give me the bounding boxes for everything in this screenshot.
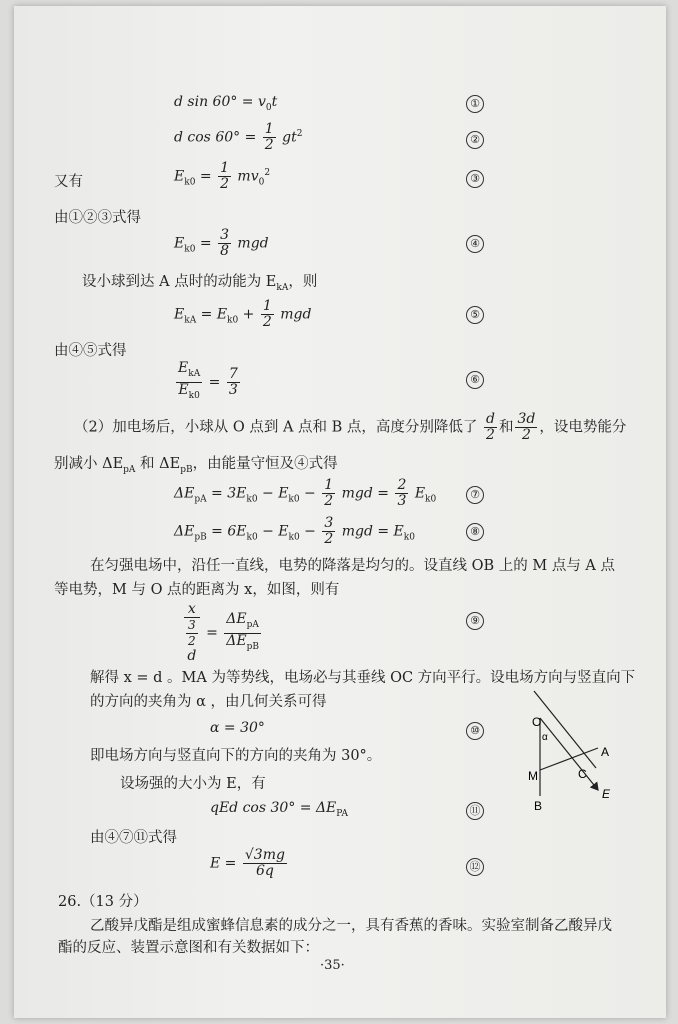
text-fangxiang: 的方向的夹角为 α ，由几何关系可得 bbox=[90, 694, 327, 710]
text-jidian: 即电场方向与竖直向下的方向的夹角为 30°。 bbox=[90, 748, 382, 764]
question-26-line1: 乙酸异戊酯是组成蜜蜂信息素的成分之一，具有香蕉的香味。实验室制备乙酸异戊 bbox=[90, 918, 612, 934]
text-dengdian: 等电势，M 与 O 点的距离为 x，如图，则有 bbox=[54, 582, 340, 598]
question-26-heading: 26.（13 分） bbox=[58, 894, 148, 910]
label-e: E bbox=[602, 787, 611, 801]
equation-9: x 3 2 d = $\frac{\Delta E_{pA}}{\Delta E_{pB}}$ bbox=[182, 602, 263, 664]
label-a: A bbox=[601, 745, 610, 759]
marker-3: ③ bbox=[466, 170, 484, 188]
label-b: B bbox=[534, 799, 543, 813]
label-m: M bbox=[528, 769, 538, 783]
marker-5: ⑤ bbox=[466, 306, 484, 324]
label-c: C bbox=[578, 767, 587, 781]
equation-10: α = 30° bbox=[210, 720, 265, 736]
equation-6: $\frac{E_{kA}}{E_{k0}}$ = $\frac{7}{3}$ bbox=[178, 360, 238, 401]
text-you123: 由①②③式得 bbox=[54, 210, 141, 226]
page-number: ·35· bbox=[320, 958, 345, 973]
equation-12: E = $\frac{√3mg}{6q}$ bbox=[210, 847, 285, 879]
question-26-line2: 酯的反应、装置示意图和有关数据如下： bbox=[58, 940, 319, 956]
marker-11: ⑪ bbox=[466, 802, 484, 820]
line-o-direction bbox=[534, 691, 596, 768]
line-oe bbox=[540, 718, 598, 790]
text-part2-line1: （2）加电场后，小球从 O 点到 A 点和 B 点，高度分别降低了 $\frac{d}{2}$ 和 $\frac{3d}{2}$ ，设电势能分 bbox=[74, 411, 627, 443]
marker-9: ⑨ bbox=[466, 612, 484, 630]
equation-1: d $\sin 60^\circ = v_0t$ bbox=[174, 94, 278, 113]
marker-7: ⑦ bbox=[466, 486, 484, 504]
equation-7: $\Delta E_{pA} = 3E_{k0} - E_{k0}$ − $\frac{1}{2}$ mgd = $\frac{2}{3}$ $E_{k0}$ bbox=[174, 477, 437, 509]
marker-6: ⑥ bbox=[466, 371, 484, 389]
text-shexiaoqiu: 设小球到达 A 点时的动能为 $E_{kA}$，则 bbox=[82, 274, 318, 293]
marker-10: ⑩ bbox=[466, 722, 484, 740]
equation-4: $E_{k0}$ = $\frac{3}{8}$ mgd bbox=[174, 227, 269, 259]
text-youyou: 又有 bbox=[54, 174, 83, 190]
text-you4711: 由④⑦⑪式得 bbox=[90, 830, 177, 846]
equation-5: $E_{kA} = E_{k0}$ + $\frac{1}{2}$ mgd bbox=[174, 298, 312, 330]
text-part2-line2: 别减小 $\Delta E_{pA}$ 和 $\Delta E_{pB}$，由能量守恒及④式得 bbox=[54, 456, 338, 475]
equation-11: qEd $\cos 30^\circ = \Delta E_{PA}$ bbox=[210, 800, 349, 819]
text-shechang: 设场强的大小为 E，有 bbox=[120, 776, 266, 792]
marker-4: ④ bbox=[466, 235, 484, 253]
text-jiede: 解得 x = d 。MA 为等势线，电场必与其垂线 OC 方向平行。设电场方向与竖直向下 bbox=[90, 670, 636, 686]
text-you45: 由④⑤式得 bbox=[54, 343, 127, 359]
equation-2: d cos 60° = $\frac{1}{2}$ $gt^2$ bbox=[174, 121, 303, 153]
equation-8: $\Delta E_{pB} = 6E_{k0} - E_{k0}$ − $\frac{3}{2}$ mgd = $E_{k0}$ bbox=[174, 515, 415, 547]
marker-2: ② bbox=[466, 131, 484, 149]
text-zaiyun: 在匀强电场中，沿任一直线，电势的降落是均匀的。设直线 OB 上的 M 点与 A 点 bbox=[90, 558, 616, 574]
geometry-diagram bbox=[514, 686, 634, 816]
marker-8: ⑧ bbox=[466, 523, 484, 541]
document-page bbox=[14, 6, 666, 1018]
equation-3: $E_{k0}$ = $\frac{1}{2}$ $mv_0^2$ bbox=[174, 160, 271, 192]
marker-12: ⑫ bbox=[466, 858, 484, 876]
label-o: O bbox=[532, 715, 542, 729]
marker-1: ① bbox=[466, 95, 484, 113]
label-alpha: α bbox=[542, 732, 548, 743]
